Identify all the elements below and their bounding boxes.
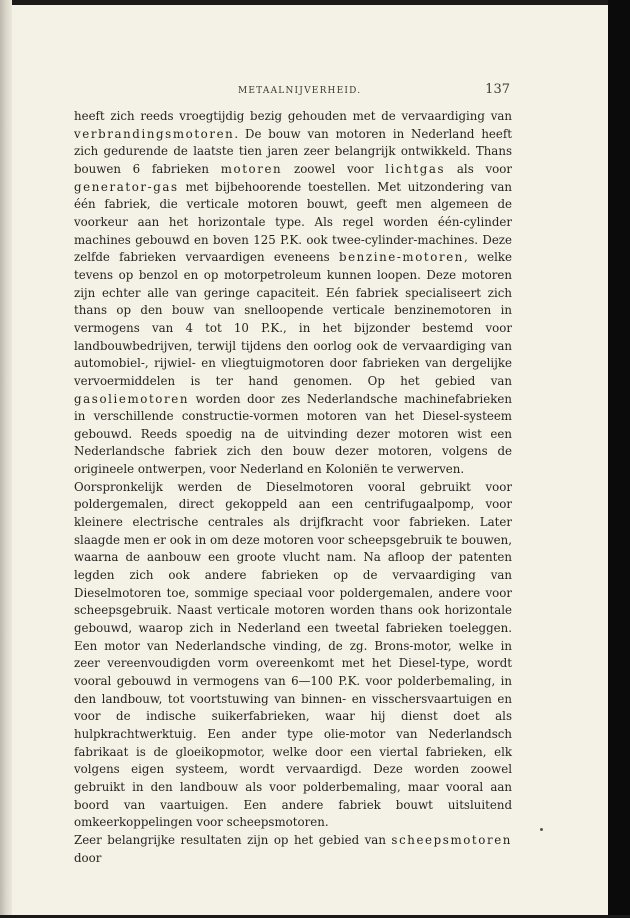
running-header — [70, 82, 510, 102]
scan-speck — [540, 828, 543, 831]
spaced-term: verbrandingsmotoren — [74, 126, 235, 141]
body-text — [74, 108, 512, 867]
text-run: . De bouw van motoren in Nederland heeft zich gedurende de laatste tien jaren zeer belangrijk ontwikkeld. Thans bouwen 6 fabrieken — [74, 126, 512, 176]
text-run: worden door zes Nederlandsche machinefabrieken in verschillende constructie-vormen motoren van het Diesel-systeem gebouwd. Reeds spoedig na de uitvinding dezer motoren wist een Nederlandsche fabriek zich den bouw dezer motoren, volgens de origineele ontwerpen, voor Nederland en Koloniën te verwerven. — [74, 391, 512, 477]
paragraph-1 — [74, 108, 512, 479]
spaced-term: scheepsmotoren — [391, 832, 512, 847]
page-gutter-shadow — [0, 0, 12, 918]
text-run: zoowel voor — [282, 161, 386, 176]
running-title: METAALNIJVERHEID. — [238, 86, 362, 96]
spaced-term: generator-gas — [74, 179, 179, 194]
spaced-term: motoren — [220, 161, 283, 176]
text-run: heeft zich reeds vroegtijdig bezig gehouden met de vervaardiging van — [74, 109, 512, 123]
paragraph-3 — [74, 832, 512, 867]
spaced-term: gasoliemotoren — [74, 391, 190, 406]
text-run: als voor — [445, 161, 512, 176]
paragraph-2 — [74, 479, 512, 832]
page-number: 137 — [485, 82, 510, 97]
scan-right-edge — [608, 0, 630, 918]
text-run: Oorspronkelijk werden de Dieselmotoren vooral gebruikt voor poldergemalen, direct gekoppeld aan een centrifugaalpomp, voor kleinere electrische centrales als drijfkracht voor fabrieken. Later slaagde men er ook in om deze motoren voor scheepsgebruik te bouwen, waarna de aanbouw een groote vlucht nam. Na afloop der patenten legden zich ook andere fabrieken op de vervaardiging van Dieselmotoren toe, sommige speciaal voor poldergemalen, andere voor scheepsgebruik. Naast verticale motoren worden thans ook horizontale gebouwd, waarop zich in Nederland een tweetal fabrieken toeleggen. Een motor van Nederlandsche vinding, de zg. Brons-motor, welke in zeer vereenvoudigden vorm overeenkomt met het Diesel-type, wordt vooral gebouwd in vermogens van 6—100 P.K. voor polderbemaling, in den landbouw, tot voortstuwing van binnen- en visschersvaartuigen en voor de indische suikerfabrieken, waar hij dienst doet als hulpkrachtwerktuig. Een ander type olie-motor van Nederlandsch fabrikaat is de gloeikopmotor, welke door een viertal fabrieken, elk volgens eigen systeem, wordt vervaardigd. Deze worden zoowel gebruikt in den landbouw als voor polderbemaling, maar vooral aan boord van vaartuigen. Een andere fabriek bouwt uitsluitend omkeerkoppelingen voor scheepsmotoren. — [74, 479, 512, 830]
spaced-term: benzine-motoren — [338, 250, 464, 265]
scan-top-edge — [0, 0, 630, 5]
spaced-term: lichtgas — [385, 161, 446, 176]
text-run: door — [74, 850, 102, 865]
text-run: met bijbehoorende toestellen. Met uitzondering van één fabriek, die verticale motoren bouwt, geeft men algemeen de voorkeur aan het horizontale type. Als regel worden één-cylinder machines gebouwd en boven 125 P.K. ook twee-cylinder-machines. Deze zelfde fabrieken vervaardigen eveneens — [74, 179, 512, 265]
text-run: , welke tevens op benzol en op motorpetroleum kunnen loopen. Deze motoren zijn echter alle van geringe capaciteit. Eén fabriek specialiseert zich thans op den bouw van snelloopende verticale benzinemotoren in vermogens van 4 tot 10 P.K., in het bijzonder bestemd voor landbouwbedrijven, terwijl tijdens den oorlog ook de vervaardiging van automobiel-, rijwiel- en vliegtuigmotoren door fabrieken van dergelijke vervoermiddelen is ter hand genomen. Op het gebied van — [74, 250, 512, 388]
text-run: Zeer belangrijke resultaten zijn op het gebied van — [74, 832, 392, 847]
